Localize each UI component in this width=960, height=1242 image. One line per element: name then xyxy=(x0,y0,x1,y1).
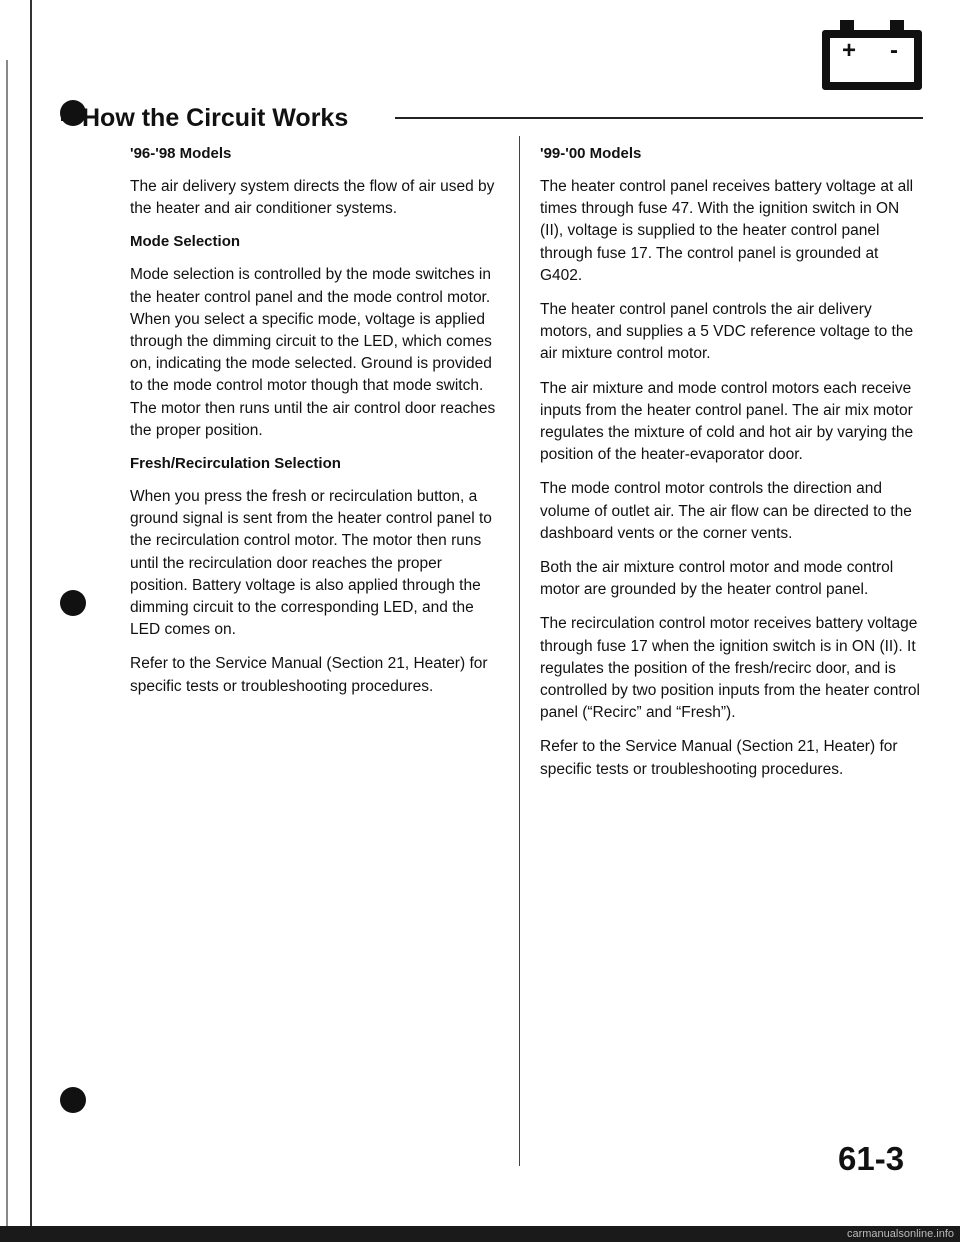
left-column-heading: '96-'98 Models xyxy=(130,145,232,162)
punch-hole xyxy=(60,1087,86,1113)
column-divider xyxy=(519,136,520,1166)
right-paragraph-2: The heater control panel controls the air delivery motors, and supplies a 5 VDC reference voltage to the air mixture control motor. xyxy=(540,301,914,363)
punch-hole xyxy=(60,590,86,616)
right-paragraph-4: The mode control motor controls the direction and volume of outlet air. The air flow can be directed to the dashboard vents or the corner vents. xyxy=(540,480,912,542)
fresh-recirc-paragraph: When you press the fresh or recirculation button, a ground signal is sent from the heater control panel to the recirculation control motor. The motor then runs until the recirculation door reaches the proper position. Battery voltage is also applied through the dimming circuit to the corresponding LED, and the LED comes on. xyxy=(130,488,492,639)
right-reference-paragraph: Refer to the Service Manual (Section 21, Heater) for specific tests or troubleshooting procedures. xyxy=(540,738,898,778)
mode-selection-heading: Mode Selection xyxy=(130,233,241,251)
right-paragraph-6: The recirculation control motor receives battery voltage through fuse 17 when the ignition switch is in ON (II). It regulates the position of the fresh/recirc door, and is controlled by two position inputs from the heater control panel (“Recirc” and “Fresh”). xyxy=(540,615,920,722)
right-column xyxy=(540,144,920,793)
binding-edge-line xyxy=(30,0,32,1230)
section-title: How the Circuit Works xyxy=(82,104,349,132)
left-reference-paragraph: Refer to the Service Manual (Section 21, Heater) for specific tests or troubleshooting procedures. xyxy=(130,655,488,695)
left-intro-paragraph: The air delivery system directs the flow of air used by the heater and air conditioner systems. xyxy=(130,178,495,218)
right-column-heading: '99-'00 Models xyxy=(540,145,642,162)
bottom-bar xyxy=(0,1226,960,1242)
watermark: carmanualsonline.info xyxy=(846,1228,954,1240)
battery-icon xyxy=(822,30,922,90)
right-paragraph-1: The heater control panel receives battery voltage at all times through fuse 47. With the ignition switch in ON (II), voltage is supplied to the heater control panel through fuse 17. The control panel is grounded at G402. xyxy=(540,178,914,284)
battery-plus-symbol: + xyxy=(842,37,857,64)
right-paragraph-3: The air mixture and mode control motors each receive inputs from the heater control panel. The air mix motor regulates the mixture of cold and hot air by varying the position of the heater-evaporator door. xyxy=(540,379,914,464)
mode-selection-paragraph: Mode selection is controlled by the mode switches in the heater control panel and the mode control motor. When you select a specific mode, voltage is applied through the dimming circuit to the LED, which comes on, indicating the mode selected. Ground is provided to the mode control motor though that mode switch. The motor then runs until the air control door reaches the proper position. xyxy=(130,266,496,439)
title-rule xyxy=(395,117,923,119)
right-paragraph-5: Both the air mixture control motor and mode control motor are grounded by the heater control panel. xyxy=(540,559,894,599)
battery-terminal-positive xyxy=(840,20,854,30)
left-column xyxy=(130,144,502,710)
battery-minus-symbol: - xyxy=(890,37,898,64)
page-number: 61-3 xyxy=(838,1140,905,1177)
fresh-recirc-heading: Fresh/Recirculation Selection xyxy=(130,455,341,473)
binding-edge-shadow xyxy=(6,60,8,1240)
battery-terminal-negative xyxy=(890,20,904,30)
header-dash: - xyxy=(60,104,69,132)
